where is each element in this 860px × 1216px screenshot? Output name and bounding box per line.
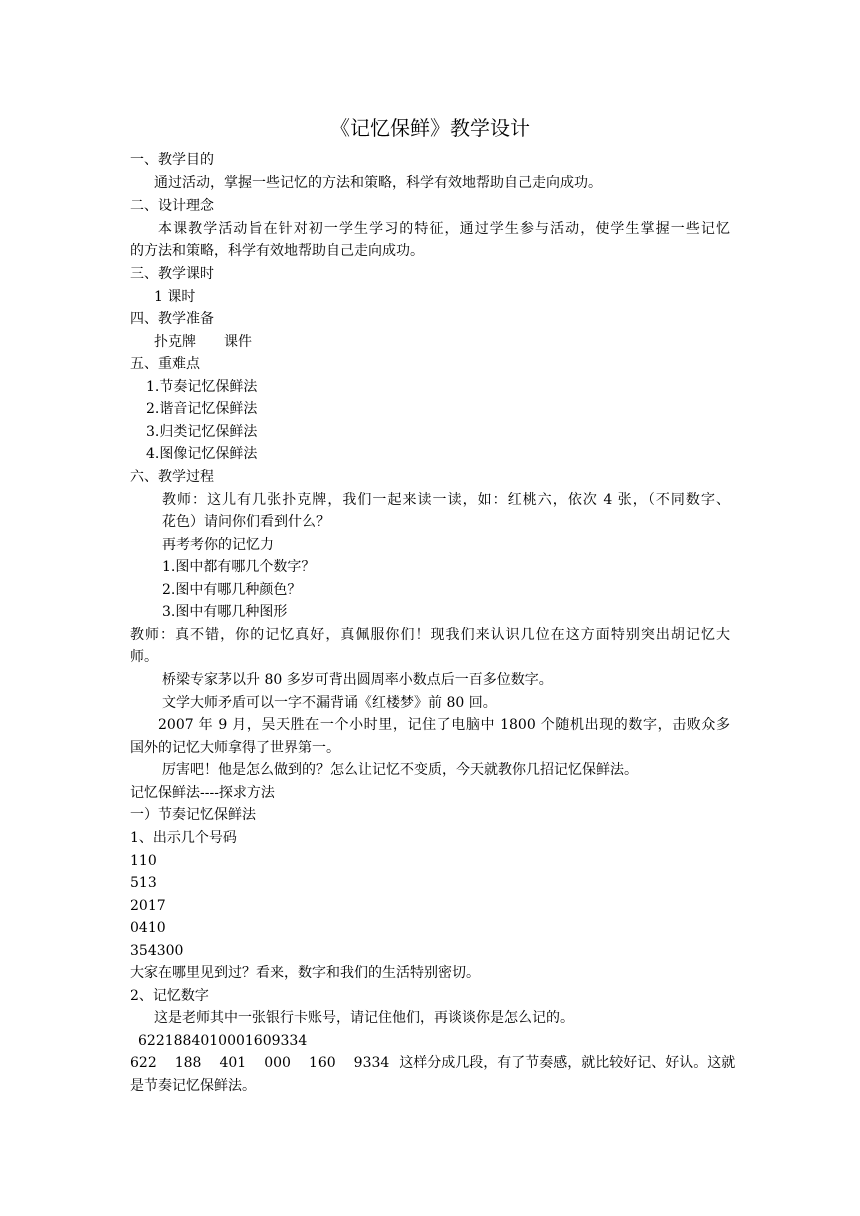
number-group: 000 xyxy=(264,1055,291,1071)
paragraph: 花色）请问你们看到什么？ xyxy=(162,514,330,530)
number-group: 622 xyxy=(130,1055,157,1071)
paragraph: 的方法和策略，科学有效地帮助自己走向成功。 xyxy=(130,243,424,259)
paragraph: 1、出示几个号码 xyxy=(130,830,237,846)
number-group: 188 xyxy=(174,1055,202,1071)
list-item: 3.图中有哪几种图形 xyxy=(162,604,288,620)
number-group: 160 xyxy=(308,1055,336,1071)
section-heading-preparation: 四、教学准备 xyxy=(130,311,214,327)
number-item: 0410 xyxy=(130,920,166,936)
number-item: 110 xyxy=(130,853,157,869)
paragraph: 文学大师矛盾可以一字不漏背诵《红楼梦》前 80 回。 xyxy=(162,695,497,711)
section-heading-key-points: 五、重难点 xyxy=(130,356,200,372)
paragraph: 扑克牌 课件 xyxy=(154,334,252,350)
paragraph: 教师：这儿有几张扑克牌，我们一起来读一读，如：红桃六，依次 4 张，（不同数字、 xyxy=(162,492,730,508)
paragraph: 这样分成几段，有了节奏感，就比较好记、好认。这就 xyxy=(399,1055,736,1071)
paragraph: 这是老师其中一张银行卡账号，请记住他们，再谈谈你是怎么记的。 xyxy=(154,1010,574,1026)
section-heading-process: 六、教学过程 xyxy=(130,469,214,485)
list-item: 1.节奏记忆保鲜法 xyxy=(146,379,258,395)
subheading: 记忆保鲜法----探求方法 xyxy=(130,785,275,801)
section-heading-hours: 三、教学课时 xyxy=(130,266,214,282)
number-group: 401 xyxy=(219,1055,247,1071)
account-number: 6221884010001609334 xyxy=(138,1033,308,1049)
list-item: 3.归类记忆保鲜法 xyxy=(146,424,258,440)
paragraph: 2007 年 9 月，吴天胜在一个小时里，记住了电脑中 1800 个随机出现的数字，击败众多 xyxy=(158,717,730,733)
paragraph: 师。 xyxy=(130,649,158,665)
paragraph: 是节奏记忆保鲜法。 xyxy=(130,1078,256,1094)
paragraph: 厉害吧！他是怎么做到的？怎么让记忆不变质，今天就教你几招记忆保鲜法。 xyxy=(162,762,638,778)
paragraph: 本课教学活动旨在针对初一学生学习的特征，通过学生参与活动，使学生掌握一些记忆 xyxy=(158,221,730,237)
subheading: 一）节奏记忆保鲜法 xyxy=(130,807,256,823)
paragraph: 1 课时 xyxy=(154,289,196,305)
document-title: 《记忆保鲜》教学设计 xyxy=(330,116,530,140)
list-item: 2.谐音记忆保鲜法 xyxy=(146,401,258,417)
number-item: 513 xyxy=(130,875,157,891)
section-heading-objective: 一、教学目的 xyxy=(130,152,214,168)
paragraph: 大家在哪里见到过？看来，数字和我们的生活特别密切。 xyxy=(130,965,480,981)
number-item: 2017 xyxy=(130,898,166,914)
list-item: 4.图像记忆保鲜法 xyxy=(146,446,258,462)
subheading: 2、记忆数字 xyxy=(130,988,209,1004)
paragraph: 教师：真不错，你的记忆真好，真佩服你们！现我们来认识几位在这方面特别突出胡记忆大 xyxy=(130,627,730,643)
paragraph: 再考考你的记忆力 xyxy=(162,537,274,553)
paragraph: 桥梁专家茅以升 80 多岁可背出圆周率小数点后一百多位数字。 xyxy=(162,672,553,688)
grouped-number-line xyxy=(130,1052,736,1074)
list-item: 2.图中有哪几种颜色？ xyxy=(162,582,302,598)
number-group: 9334 xyxy=(353,1055,390,1071)
number-item: 354300 xyxy=(130,943,184,959)
list-item: 1.图中都有哪几个数字？ xyxy=(162,559,316,575)
section-heading-concept: 二、设计理念 xyxy=(130,198,214,214)
paragraph: 通过活动，掌握一些记忆的方法和策略，科学有效地帮助自己走向成功。 xyxy=(154,175,602,191)
paragraph: 国外的记忆大师拿得了世界第一。 xyxy=(130,740,340,756)
